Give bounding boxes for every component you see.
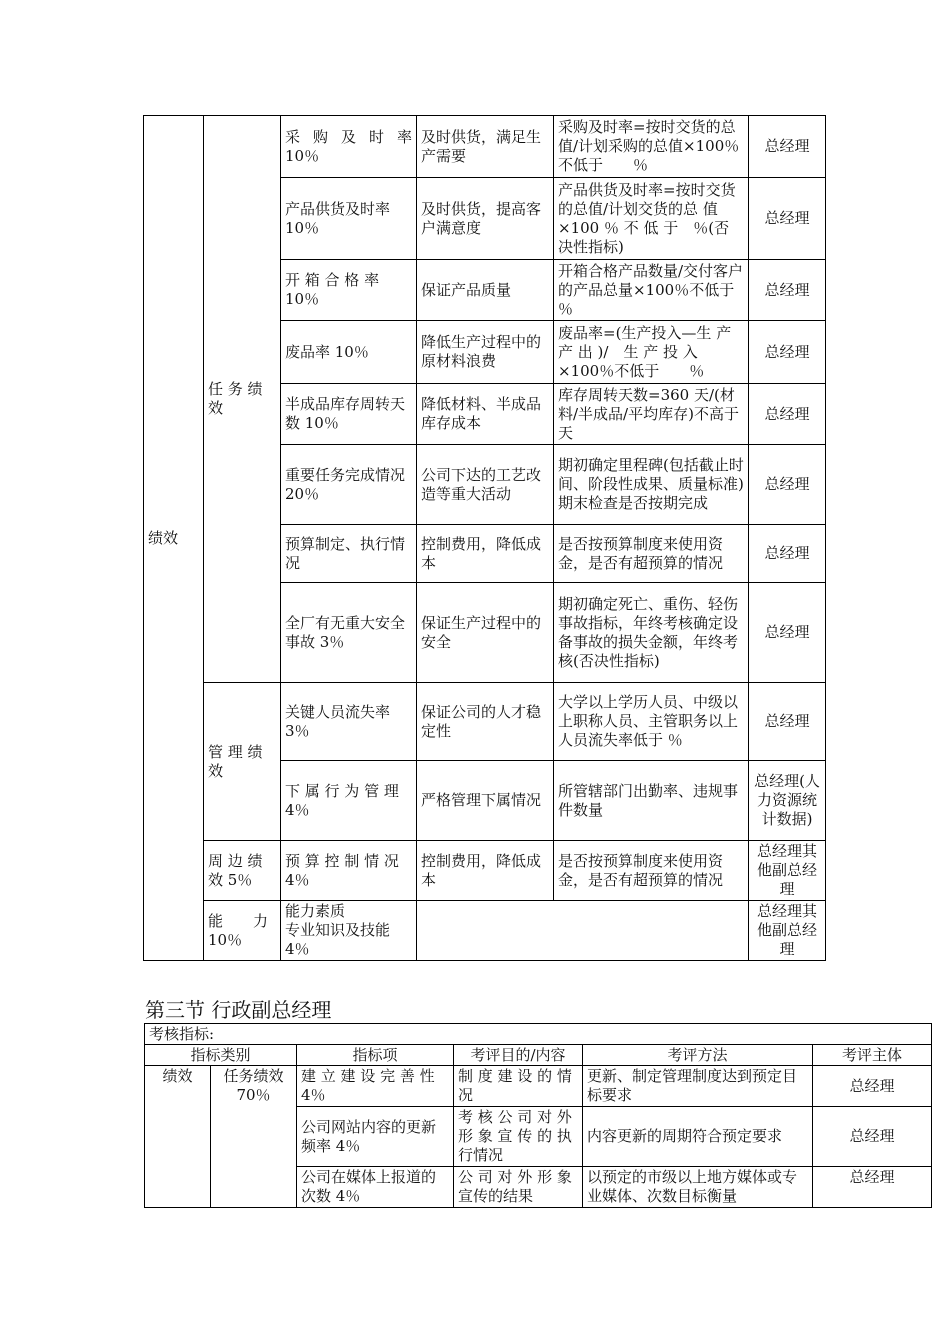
owner-cell: 总经理 — [749, 116, 826, 178]
owner-cell: 总经理 — [749, 260, 826, 321]
method-cell: 库存周转天数=360 天/(材料/半成品/平均库存)不高于 天 — [554, 384, 749, 445]
method-cell: 所管辖部门出勤率、违规事件数量 — [554, 761, 749, 841]
group-task: 任务绩效70％ — [211, 1066, 297, 1208]
purpose-cell: 公 司 对 外 形 象宣传的结果 — [454, 1167, 583, 1208]
method-cell: 采购及时率=按时交货的总值/计划采购的总值×100％不低于 ％ — [554, 116, 749, 178]
owner-cell: 总经理 — [749, 445, 826, 525]
item-cell: 产品供货及时率10％ — [281, 178, 417, 260]
owner-cell: 总经理 — [813, 1167, 932, 1208]
category-perf: 绩效 — [145, 1066, 211, 1208]
method-cell: 是否按预算制度来使用资金，是否有超预算的情况 — [554, 841, 749, 901]
item-cell: 开 箱 合 格 率10％ — [281, 260, 417, 321]
purpose-cell: 降低材料、半成品库存成本 — [417, 384, 554, 445]
owner-cell: 总经理 — [749, 384, 826, 445]
method-cell: 内容更新的周期符合预定要求 — [583, 1107, 813, 1167]
header-purpose: 考评目的/内容 — [454, 1045, 583, 1066]
item-cell: 下 属 行 为 管 理4％ — [281, 761, 417, 841]
item-cell: 建 立 建 设 完 善 性4％ — [297, 1066, 454, 1107]
method-cell: 更新、制定管理制度达到预定目标要求 — [583, 1066, 813, 1107]
method-cell: 大学以上学历人员、中级以上职称人员、主管职务以上人员流失率低于 ％ — [554, 683, 749, 761]
method-cell: 产品供货及时率=按时交货的总值/计划交货的总 值 ×100 ％ 不 低 于 ％(否决性指标) — [554, 178, 749, 260]
item-cell: 公司在媒体上报道的次数 4％ — [297, 1167, 454, 1208]
owner-cell: 总经理其他副总经理 — [749, 841, 826, 901]
header-owner: 考评主体 — [813, 1045, 932, 1066]
purpose-cell: 严格管理下属情况 — [417, 761, 554, 841]
header-method: 考评方法 — [583, 1045, 813, 1066]
item-cell: 公司网站内容的更新频率 4％ — [297, 1107, 454, 1167]
item-cell: 全厂有无重大安全事故 3％ — [281, 583, 417, 683]
owner-cell: 总经理 — [813, 1066, 932, 1107]
item-cell: 重要任务完成情况 20％ — [281, 445, 417, 525]
item-cell: 关键人员流失率3％ — [281, 683, 417, 761]
method-cell: 废品率=(生产投入—生 产 产 出 )/ 生 产 投 入×100％不低于 ％ — [554, 321, 749, 384]
method-cell: 是否按预算制度来使用资金，是否有超预算的情况 — [554, 525, 749, 583]
purpose-cell: 公司下达的工艺改造等重大活动 — [417, 445, 554, 525]
method-cell: 期初确定死亡、重伤、轻伤事故指标，年终考核确定设备事故的损失金额，年终考核(否决性指标) — [554, 583, 749, 683]
group-peri: 周 边 绩效 5％ — [204, 841, 281, 901]
item-cell: 半成品库存周转天数 10％ — [281, 384, 417, 445]
purpose-cell: 降低生产过程中的原材料浪费 — [417, 321, 554, 384]
purpose-cell: 及时供货，满足生产需要 — [417, 116, 554, 178]
table-caption: 考核指标: — [145, 1024, 932, 1045]
group-task: 任 务 绩效 — [204, 116, 281, 683]
admin-vp-table — [144, 1023, 932, 1208]
purpose-cell: 控制费用，降低成本 — [417, 841, 554, 901]
purpose-cell: 控制费用，降低成本 — [417, 525, 554, 583]
owner-cell: 总经理 — [749, 321, 826, 384]
owner-cell: 总经理 — [813, 1107, 932, 1167]
purpose-cell: 考 核 公 司 对 外形 象 宣 传 的 执行情况 — [454, 1107, 583, 1167]
group-mgmt: 管 理 绩效 — [204, 683, 281, 841]
category-perf: 绩效 — [144, 116, 204, 961]
header-item: 指标项 — [297, 1045, 454, 1066]
empty-cell — [417, 901, 749, 961]
method-cell: 开箱合格产品数量/交付客户的产品总量×100％不低于 ％ — [554, 260, 749, 321]
owner-cell: 总经理(人力资源统计数据) — [749, 761, 826, 841]
performance-table — [143, 115, 826, 961]
method-cell: 以预定的市级以上地方媒体或专业媒体、次数目标衡量 — [583, 1167, 813, 1208]
group-ability: 能 力 10％ — [204, 901, 281, 961]
header-category: 指标类别 — [145, 1045, 297, 1066]
owner-cell: 总经理 — [749, 178, 826, 260]
purpose-cell: 制 度 建 设 的 情况 — [454, 1066, 583, 1107]
purpose-cell: 保证产品质量 — [417, 260, 554, 321]
owner-cell: 总经理其他副总经理 — [749, 901, 826, 961]
owner-cell: 总经理 — [749, 583, 826, 683]
item-cell: 采 购 及 时 率10％ — [281, 116, 417, 178]
item-cell: 预算制定、执行情况 — [281, 525, 417, 583]
purpose-cell: 及时供货，提高客户满意度 — [417, 178, 554, 260]
item-cell: 预 算 控 制 情 况4％ — [281, 841, 417, 901]
purpose-cell: 保证生产过程中的安全 — [417, 583, 554, 683]
purpose-cell: 保证公司的人才稳定性 — [417, 683, 554, 761]
owner-cell: 总经理 — [749, 525, 826, 583]
item-cell: 废品率 10％ — [281, 321, 417, 384]
owner-cell: 总经理 — [749, 683, 826, 761]
section-title: 第三节 行政副总经理 — [145, 998, 332, 1022]
method-cell: 期初确定里程碑(包括截止时间、阶段性成果、质量标准)期末检查是否按期完成 — [554, 445, 749, 525]
item-cell: 能力素质 专业知识及技能4％ — [281, 901, 417, 961]
